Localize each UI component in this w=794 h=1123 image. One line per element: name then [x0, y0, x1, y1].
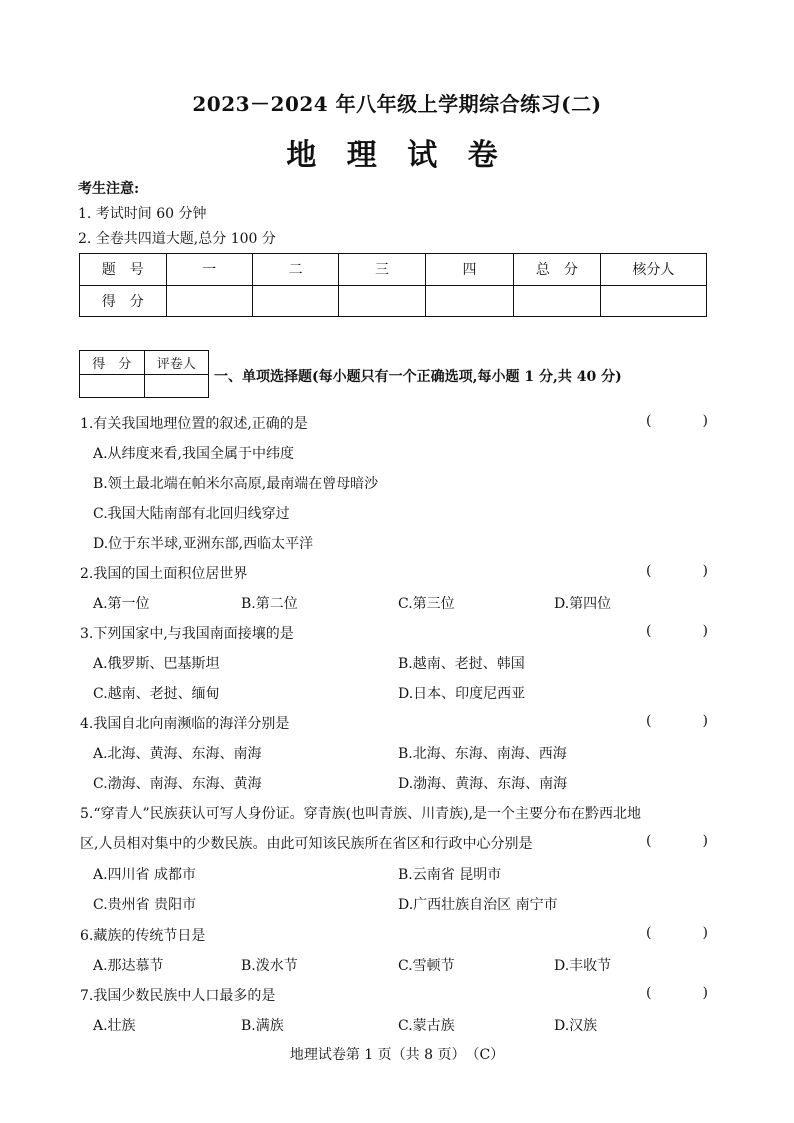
question-2-stem: 2.我国的国土面积位居世界 — [80, 566, 248, 582]
section-heading: 一、单项选择题(每小题只有一个正确选项,每小题 1 分,共 40 分) — [214, 369, 622, 385]
paren-open: ( — [646, 713, 652, 729]
question-4-option-a: A.北海、黄海、东海、南海 — [93, 746, 262, 762]
question-6-option-c: C.雪顿节 — [398, 958, 455, 974]
question-6-option-b: B.泼水节 — [241, 958, 298, 974]
grader-name-label: 评卷人 — [144, 351, 209, 375]
header-cell: 二 — [252, 254, 338, 286]
question-4-option-c: C.渤海、南海、东海、黄海 — [93, 776, 262, 792]
exam-subtitle: 地 理 试 卷 — [286, 138, 508, 173]
score-cell[interactable] — [339, 285, 425, 317]
question-3-stem: 3.下列国家中,与我国南面接壤的是 — [80, 626, 294, 642]
paren-open: ( — [646, 563, 652, 579]
header-cell: 总 分 — [514, 254, 601, 286]
question-6-option-d: D.丰收节 — [554, 958, 612, 974]
paren-open: ( — [646, 985, 652, 1001]
paren-close: ) — [702, 413, 708, 429]
paren-close: ) — [702, 623, 708, 639]
paren-open: ( — [646, 925, 652, 941]
answer-paren-2[interactable] — [646, 563, 708, 579]
notice-item-1: 1. 考试时间 60 分钟 — [78, 206, 207, 222]
paren-open: ( — [646, 623, 652, 639]
score-cell[interactable] — [425, 285, 513, 317]
question-1-option-d: D.位于东半球,亚洲东部,西临太平洋 — [93, 536, 314, 552]
question-1-stem: 1.有关我国地理位置的叙述,正确的是 — [80, 416, 308, 432]
question-3-option-b: B.越南、老挝、韩国 — [398, 656, 525, 672]
header-cell: 一 — [166, 254, 252, 286]
question-5-stem-line-1: 5.“穿青人”民族获认可写人身份证。穿青族(也叫青族、川青族),是一个主要分布在黔西北地 — [80, 806, 642, 822]
question-1-option-b: B.领土最北端在帕米尔高原,最南端在曾母暗沙 — [93, 476, 379, 492]
page-footer: 地理试卷第 1 页（共 8 页） （C） — [289, 1047, 505, 1063]
question-3-option-d: D.日本、印度尼西亚 — [398, 686, 526, 702]
header-cell: 题 号 — [80, 254, 167, 286]
header-cell: 三 — [339, 254, 425, 286]
score-cell[interactable] — [514, 285, 601, 317]
score-table-score-row — [80, 285, 707, 317]
question-5-option-d: D.广西壮族自治区 南宁市 — [398, 897, 558, 913]
question-1-option-a: A.从纬度来看,我国全属于中纬度 — [93, 446, 295, 462]
header-cell: 四 — [425, 254, 513, 286]
grader-table — [79, 350, 209, 398]
question-4-option-b: B.北海、东海、南海、西海 — [398, 746, 567, 762]
answer-paren-1[interactable] — [646, 413, 708, 429]
question-7-option-a: A.壮族 — [93, 1018, 136, 1034]
grader-name-cell[interactable] — [144, 374, 209, 398]
score-table — [79, 253, 707, 317]
answer-paren-5[interactable] — [646, 833, 708, 849]
question-7-option-c: C.蒙古族 — [398, 1018, 455, 1034]
paren-close: ) — [702, 713, 708, 729]
question-5-option-b: B.云南省 昆明市 — [398, 867, 502, 883]
grader-score-label: 得 分 — [80, 351, 145, 375]
answer-paren-6[interactable] — [646, 925, 708, 941]
paren-close: ) — [702, 563, 708, 579]
paren-open: ( — [646, 833, 652, 849]
row-label: 得 分 — [80, 285, 167, 317]
question-6-option-a: A.那达慕节 — [93, 958, 164, 974]
answer-paren-4[interactable] — [646, 713, 708, 729]
question-1-option-c: C.我国大陆南部有北回归线穿过 — [93, 506, 290, 522]
notice-item-2: 2. 全卷共四道大题,总分 100 分 — [78, 231, 276, 247]
notice-heading: 考生注意: — [78, 181, 140, 197]
question-2-option-c: C.第三位 — [398, 596, 455, 612]
question-2-option-a: A.第一位 — [93, 596, 150, 612]
score-cell[interactable] — [252, 285, 338, 317]
question-7-option-d: D.汉族 — [554, 1018, 598, 1034]
header-cell: 核分人 — [600, 254, 706, 286]
question-3-option-c: C.越南、老挝、缅甸 — [93, 686, 220, 702]
question-5-option-c: C.贵州省 贵阳市 — [93, 897, 197, 913]
paren-open: ( — [646, 413, 652, 429]
question-4-option-d: D.渤海、黄海、东海、南海 — [398, 776, 568, 792]
score-cell[interactable] — [166, 285, 252, 317]
question-6-stem: 6.藏族的传统节日是 — [80, 928, 206, 944]
exam-title: 2023－2024 年八年级上学期综合练习(二) — [192, 92, 602, 116]
score-table-header-row — [80, 254, 707, 286]
answer-paren-7[interactable] — [646, 985, 708, 1001]
question-5-option-a: A.四川省 成都市 — [93, 867, 197, 883]
paren-close: ) — [702, 985, 708, 1001]
question-2-option-d: D.第四位 — [554, 596, 612, 612]
paren-close: ) — [702, 925, 708, 941]
question-3-option-a: A.俄罗斯、巴基斯坦 — [93, 656, 220, 672]
question-4-stem: 4.我国自北向南濒临的海洋分别是 — [80, 716, 290, 732]
question-2-option-b: B.第二位 — [241, 596, 298, 612]
question-5-stem-line-2: 区,人员相对集中的少数民族。由此可知该民族所在省区和行政中心分别是 — [80, 836, 533, 852]
grader-score-cell[interactable] — [80, 374, 145, 398]
question-7-stem: 7.我国少数民族中人口最多的是 — [80, 988, 276, 1004]
paren-close: ) — [702, 833, 708, 849]
score-cell[interactable] — [600, 285, 706, 317]
answer-paren-3[interactable] — [646, 623, 708, 639]
question-7-option-b: B.满族 — [241, 1018, 284, 1034]
